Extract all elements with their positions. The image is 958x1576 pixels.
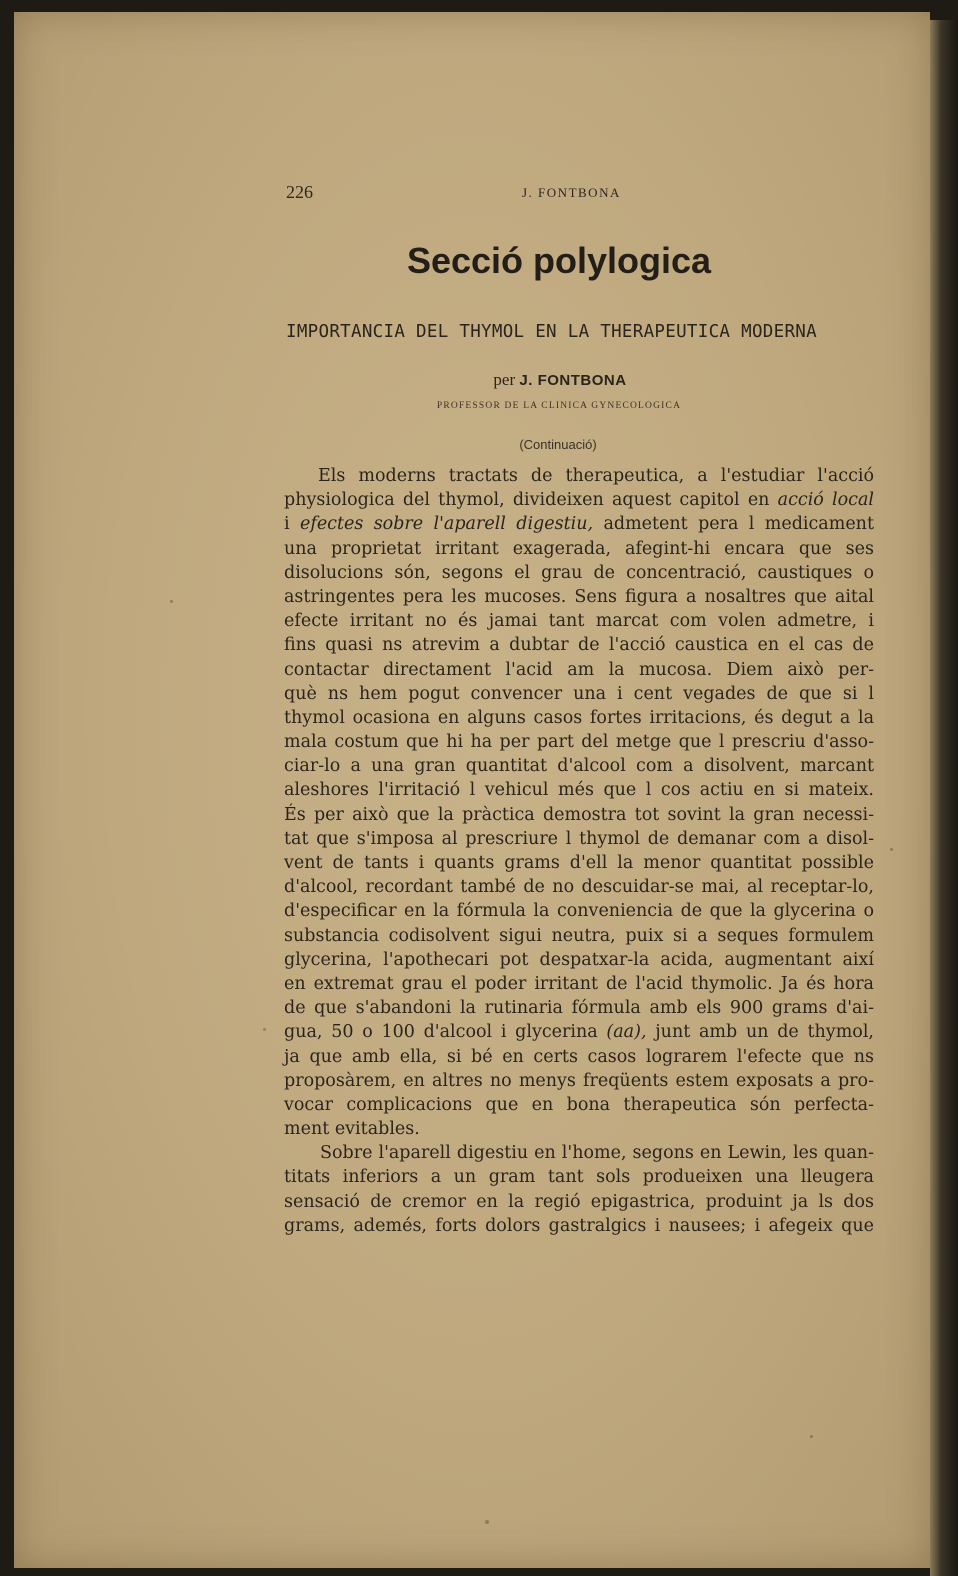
byline-prefix: per	[493, 370, 516, 389]
body-line: en extremat grau el poder irritant de l'acid thymolic. Ja és hora	[284, 973, 874, 994]
byline-author: J. FONTBONA	[519, 372, 627, 389]
body-line: ment evitables.	[284, 1119, 420, 1140]
body-line: titats inferiors a un gram tant sols produeixen una lleugera	[284, 1167, 874, 1188]
body-line: substancia codisolvent sigui neutra, puix si a seques formulem	[284, 925, 874, 946]
body-line: astringentes pera les mucoses. Sens figura a nosaltres que aital	[284, 586, 874, 607]
body-line: fins quasi ns atrevim a dubtar de l'acció caustica en el cas de	[284, 635, 874, 656]
body-italic-fragment: efectes sobre l'aparell digestiu,	[299, 514, 594, 535]
continuation-note: (Continuació)	[519, 437, 597, 452]
body-line: què ns hem pogut convencer una i cent vegades de que si l	[284, 683, 874, 704]
body-text-fragment: junt amb un de thymol,	[655, 1022, 874, 1043]
body-line: contactar directament l'acid am la mucosa. Diem això per-	[284, 659, 874, 680]
body-line: d'especificar en la fórmula la conveniencia de que la glycerina o	[284, 901, 874, 922]
body-line: grams, ademés, forts dolors gastralgics i nausees; i afegeix que	[284, 1215, 874, 1236]
page-number: 226	[286, 182, 313, 202]
body-line: aleshores l'irritació l vehicul més que l cos actiu en si mateix.	[284, 780, 874, 801]
body-line: d'alcool, recordant també de no descuidar-se mai, al receptar-lo,	[284, 877, 874, 898]
running-head	[286, 182, 876, 206]
paper-speck	[485, 1520, 489, 1524]
body-line: proposàrem, en altres no menys freqüents estem exposats a pro-	[284, 1070, 874, 1091]
paper-speck	[263, 1028, 266, 1031]
body-text-fragment: i	[284, 514, 290, 535]
body-line: vocar complicacions que en bona therapeutica són perfecta-	[284, 1094, 874, 1115]
body-line: vent de tants i quants grams d'ell la menor quantitat possible	[284, 853, 874, 873]
body-line	[284, 512, 874, 536]
body-text-fragment: admetent pera l medicament	[603, 514, 874, 535]
body-line: Els moderns tractats de therapeutica, a l'estudiar l'acció	[318, 466, 874, 486]
paper-speck	[810, 1435, 813, 1438]
body-line: glycerina, l'apothecari pot despatxar-la acida, augmentant així	[284, 949, 874, 970]
body-line: ja que amb ella, si bé en certs casos lograrem l'efecte que ns	[284, 1046, 874, 1067]
paper-speck	[890, 848, 893, 851]
body-line	[284, 1020, 874, 1044]
section-title: Secció polylogica	[406, 240, 712, 281]
body-text-fragment: gua, 50 o 100 d'alcool i glycerina	[284, 1022, 598, 1043]
body-line: Sobre l'aparell digestiu en l'home, segons en Lewin, les quan-	[320, 1143, 874, 1164]
body-line	[284, 488, 874, 512]
body-line: És per això que la pràctica demostra tot sovint la gran necessi-	[284, 804, 874, 825]
article-body	[284, 464, 874, 1238]
body-line: de que s'abandoni la rutinaria fórmula amb els 900 grams d'ai-	[284, 998, 874, 1019]
byline	[0, 370, 958, 390]
body-italic-fragment: (aa),	[606, 1022, 647, 1043]
body-italic-fragment: acció local	[777, 490, 874, 511]
body-text-fragment: physiologica del thymol, divideixen aquest capitol en	[284, 490, 770, 511]
body-line: efecte irritant no és jamai tant marcat com volen admetre, i	[284, 611, 874, 632]
running-head-author: J. FONTBONA	[522, 185, 621, 200]
body-line: una proprietat irritant exagerada, afegint-hi encara que ses	[284, 538, 874, 559]
article-title: IMPORTANCIA DEL THYMOL EN LA THERAPEUTICA MODERNA	[286, 322, 817, 342]
paper-speck	[170, 600, 173, 603]
body-line: thymol ocasiona en alguns casos fortes irritacions, és degut a la	[284, 707, 874, 728]
body-line: ciar-lo a una gran quantitat d'alcool com a disolvent, marcant	[284, 756, 874, 777]
body-line: disolucions són, segons el grau de concentració, caustiques o	[284, 562, 874, 583]
author-affiliation: PROFESSOR DE LA CLINICA GYNECOLOGICA	[436, 401, 682, 411]
body-line: tat que s'imposa al prescriure l thymol de demanar com a disol-	[284, 828, 874, 849]
body-line: mala costum que hi ha per part del metge que l prescriu d'asso-	[284, 732, 874, 753]
body-line: sensació de cremor en la regió epigastrica, produint ja ls dos	[284, 1191, 874, 1212]
